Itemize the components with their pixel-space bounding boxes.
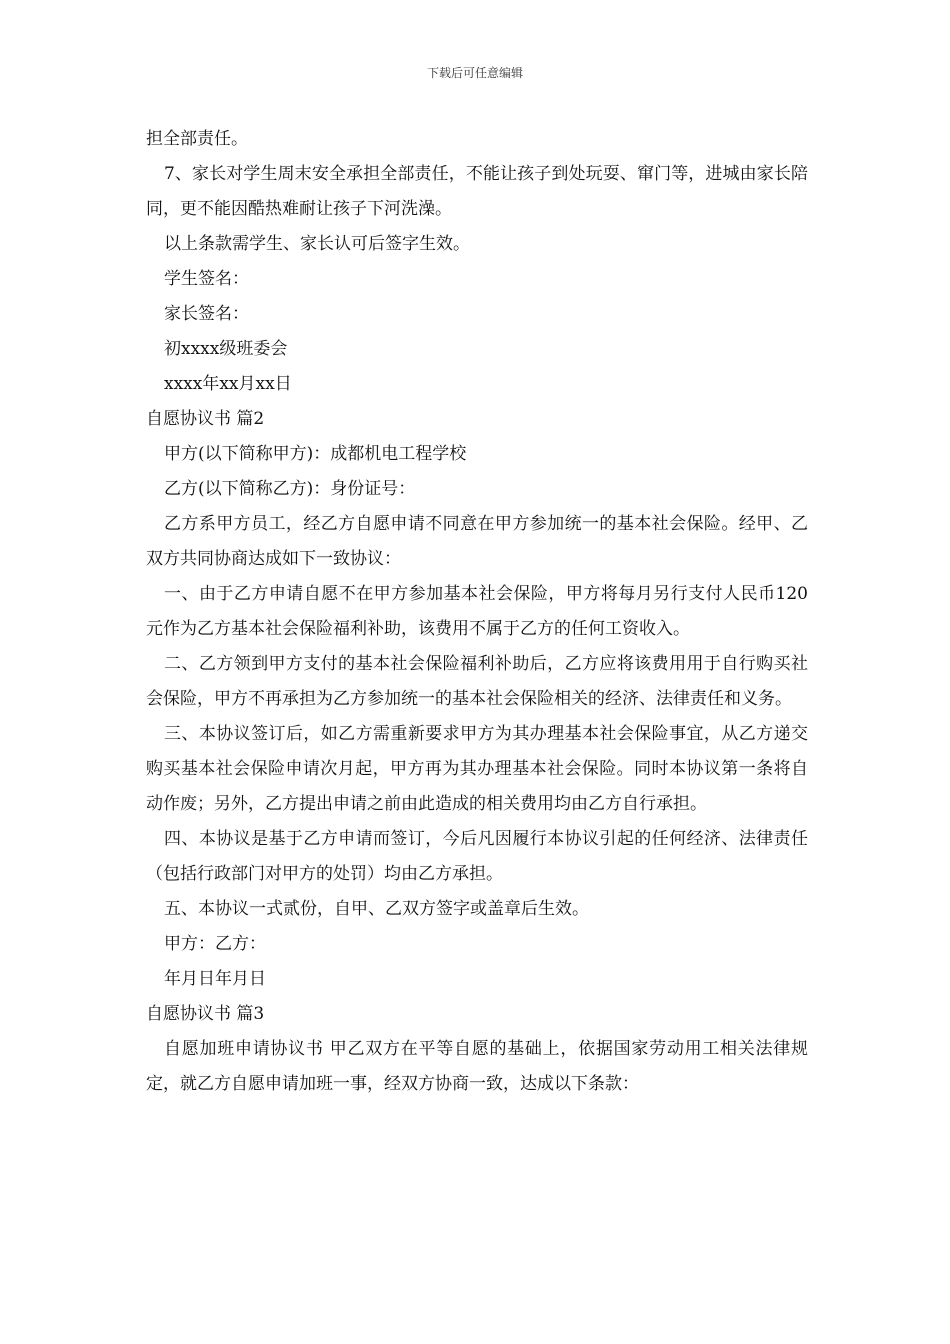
paragraph: 甲方：乙方：	[164, 934, 266, 954]
paragraph: 自愿加班申请协议书 甲乙双方在平等自愿的基础上，依据国家劳动用工相关法律规定，就乙方自愿申请加班一事，经双方协商一致，达成以下条款：	[146, 1039, 808, 1094]
paragraph: 二、乙方领到甲方支付的基本社会保险福利补助后，乙方应将该费用用于自行购买社会保险，甲方不再承担为乙方参加统一的基本社会保险相关的经济、法律责任和义务。	[146, 654, 808, 709]
paragraph: 乙方系甲方员工，经乙方自愿申请不同意在甲方参加统一的基本社会保险。经甲、乙双方共同协商达成如下一致协议：	[146, 514, 808, 569]
paragraph: 担全部责任。	[146, 129, 248, 149]
paragraph: 初xxxx级班委会	[164, 339, 288, 359]
paragraph: xxxx年xx月xx日	[164, 374, 292, 394]
paragraph: 一、由于乙方申请自愿不在甲方参加基本社会保险，甲方将每月另行支付人民币120元作为乙方基本社会保险福利补助，该费用不属于乙方的任何工资收入。	[146, 584, 808, 639]
paragraph: 四、本协议是基于乙方申请而签订，今后凡因履行本协议引起的任何经济、法律责任（包括行政部门对甲方的处罚）均由乙方承担。	[146, 829, 808, 884]
paragraph: 年月日年月日	[164, 969, 266, 989]
paragraph: 三、本协议签订后，如乙方需重新要求甲方为其办理基本社会保险事宜，从乙方递交购买基本社会保险申请次月起，甲方再为其办理基本社会保险。同时本协议第一条将自动作废；另外，乙方提出申请之前由此造成的相关费用均由乙方自行承担。	[146, 724, 808, 814]
paragraph: 乙方(以下简称乙方)：身份证号：	[164, 479, 416, 499]
page-header: 下载后可任意编辑	[426, 66, 523, 80]
paragraph: 家长签名：	[164, 304, 249, 324]
paragraph: 甲方(以下简称甲方)：成都机电工程学校	[164, 444, 467, 464]
paragraph: 学生签名：	[164, 269, 249, 289]
paragraph: 五、本协议一式贰份，自甲、乙双方签字或盖章后生效。	[164, 899, 589, 919]
paragraph: 7、家长对学生周末安全承担全部责任，不能让孩子到处玩耍、窜门等，进城由家长陪同，更不能因酷热难耐让孩子下河洗澡。	[146, 164, 808, 219]
section-heading: 自愿协议书 篇2	[146, 409, 265, 429]
paragraph: 以上条款需学生、家长认可后签字生效。	[164, 234, 470, 254]
document-body	[146, 122, 808, 1102]
section-heading: 自愿协议书 篇3	[146, 1004, 265, 1024]
